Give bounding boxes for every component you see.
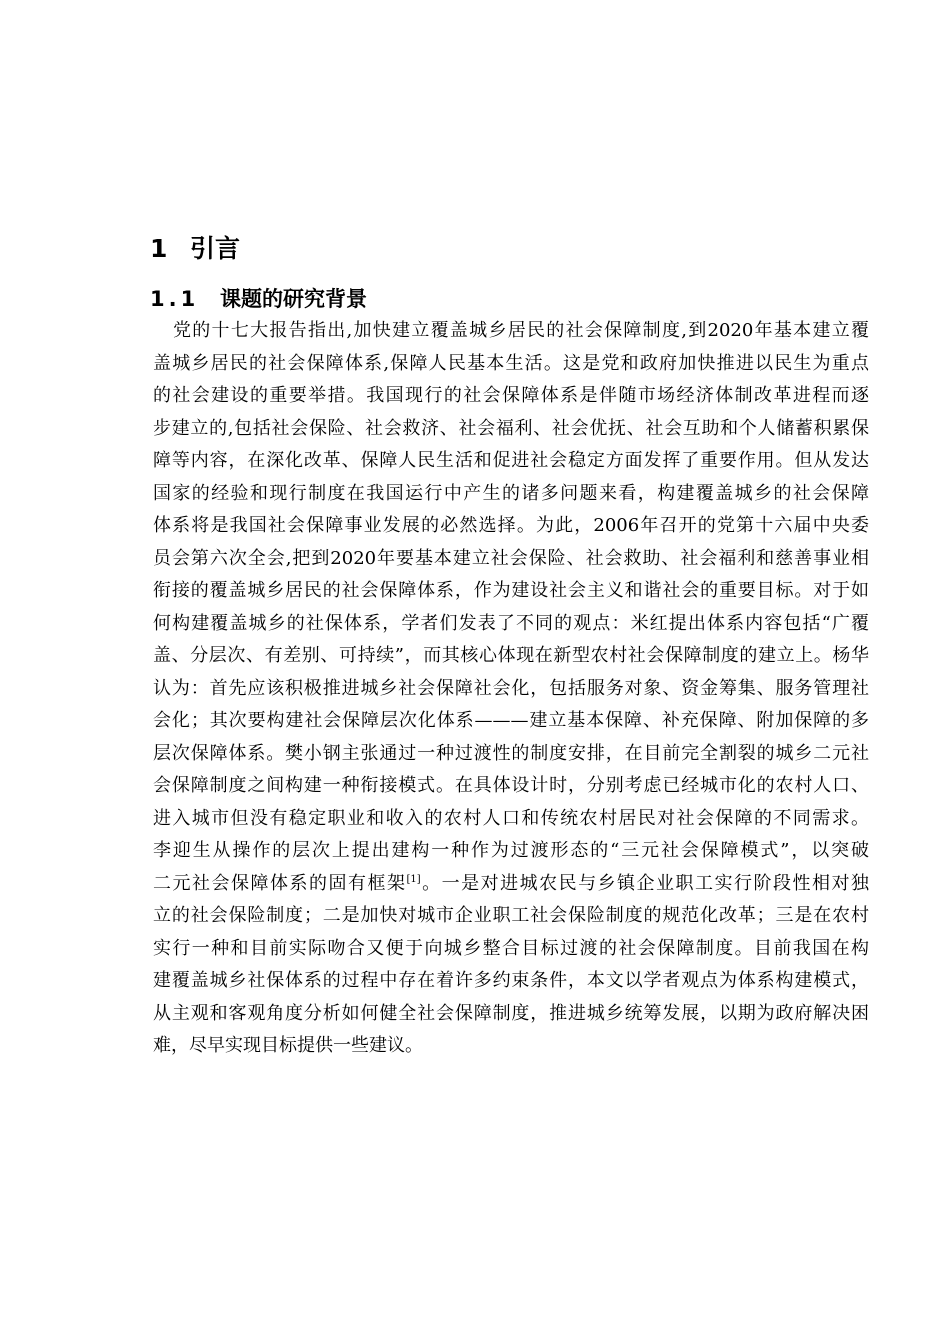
- paragraph-line: 障等内容，在深化改革、保障人民生活和促进社会稳定方面发挥了重要作用。但从发达: [153, 450, 869, 471]
- paragraph-line: 李迎生从操作的层次上提出建构一种作为过渡形态的“三元社会保障模式”，以突破: [153, 840, 869, 861]
- line-text: 。一是对进城农民与乡镇企业职工实行阶段性相对独: [420, 872, 869, 894]
- paragraph-line: 员会第六次全会,把到2020年要基本建立社会保险、社会救助、社会福利和慈善事业相: [153, 547, 869, 569]
- paragraph-line: 的社会建设的重要举措。我国现行的社会保障体系是伴随市场经济体制改革进程而逐: [153, 385, 869, 406]
- paragraph-line: 盖城乡居民的社会保障体系,保障人民基本生活。这是党和政府加快推进以民生为重点: [153, 352, 869, 374]
- paragraph-line: 从主观和客观角度分析如何健全社会保障制度，推进城乡统筹发展，以期为政府解决困: [153, 1002, 869, 1024]
- paragraph-line: 难，尽早实现目标提供一些建议。: [153, 1035, 423, 1056]
- paragraph-line: 何构建覆盖城乡的社保体系，学者们发表了不同的观点：米红提出体系内容包括“广覆: [153, 612, 869, 634]
- citation-reference[interactable]: [1]: [406, 873, 421, 885]
- line-text: 二元社会保障体系的固有框架: [153, 872, 407, 894]
- paragraph-line: 会化；其次要构建社会保障层次化体系———建立基本保障、补充保障、附加保障的多: [153, 710, 869, 731]
- chapter-title: 引言: [190, 234, 241, 263]
- chapter-heading: [150, 232, 240, 266]
- paragraph-line: 党的十七大报告指出,加快建立覆盖城乡居民的社会保障制度,到2020年基本建立覆: [173, 320, 869, 341]
- paragraph-line: 步建立的,包括社会保险、社会救济、社会福利、社会优抚、社会互助和个人储蓄积累保: [153, 417, 869, 439]
- section-number: 1.1: [150, 287, 200, 311]
- paragraph-line: 盖、分层次、有差别、可持续”，而其核心体现在新型农村社会保障制度的建立上。杨华: [153, 645, 869, 666]
- paragraph-line: 认为：首先应该积极推进城乡社会保障社会化，包括服务对象、资金筹集、服务管理社: [153, 677, 869, 699]
- paragraph-line: 建覆盖城乡社保体系的过程中存在着许多约束条件，本文以学者观点为体系构建模式，: [153, 970, 869, 991]
- paragraph-line: 层次保障体系。樊小钢主张通过一种过渡性的制度安排，在目前完全割裂的城乡二元社: [153, 742, 869, 764]
- paragraph-line-with-citation: [153, 868, 869, 901]
- paragraph-line: 会保障制度之间构建一种衔接模式。在具体设计时，分别考虑已经城市化的农村人口、: [153, 775, 869, 796]
- paragraph-line: 体系将是我国社会保障事业发展的必然选择。为此，2006年召开的党第十六届中央委: [153, 515, 869, 536]
- section-heading: [150, 284, 367, 314]
- paragraph-line: 立的社会保险制度；二是加快对城市企业职工社会保险制度的规范化改革；三是在农村: [153, 905, 869, 926]
- body-paragraph: [153, 315, 869, 1063]
- paragraph-line: 进入城市但没有稳定职业和收入的农村人口和传统农村居民对社会保障的不同需求。: [153, 807, 869, 829]
- paragraph-line: 国家的经验和现行制度在我国运行中产生的诸多问题来看，构建覆盖城乡的社会保障: [153, 482, 869, 504]
- chapter-number: 1: [150, 234, 168, 263]
- paragraph-line: 衔接的覆盖城乡居民的社会保障体系，作为建设社会主义和谐社会的重要目标。对于如: [153, 580, 869, 601]
- paragraph-line: 实行一种和目前实际吻合又便于向城乡整合目标过渡的社会保障制度。目前我国在构: [153, 937, 869, 959]
- section-title: 课题的研究背景: [220, 287, 367, 311]
